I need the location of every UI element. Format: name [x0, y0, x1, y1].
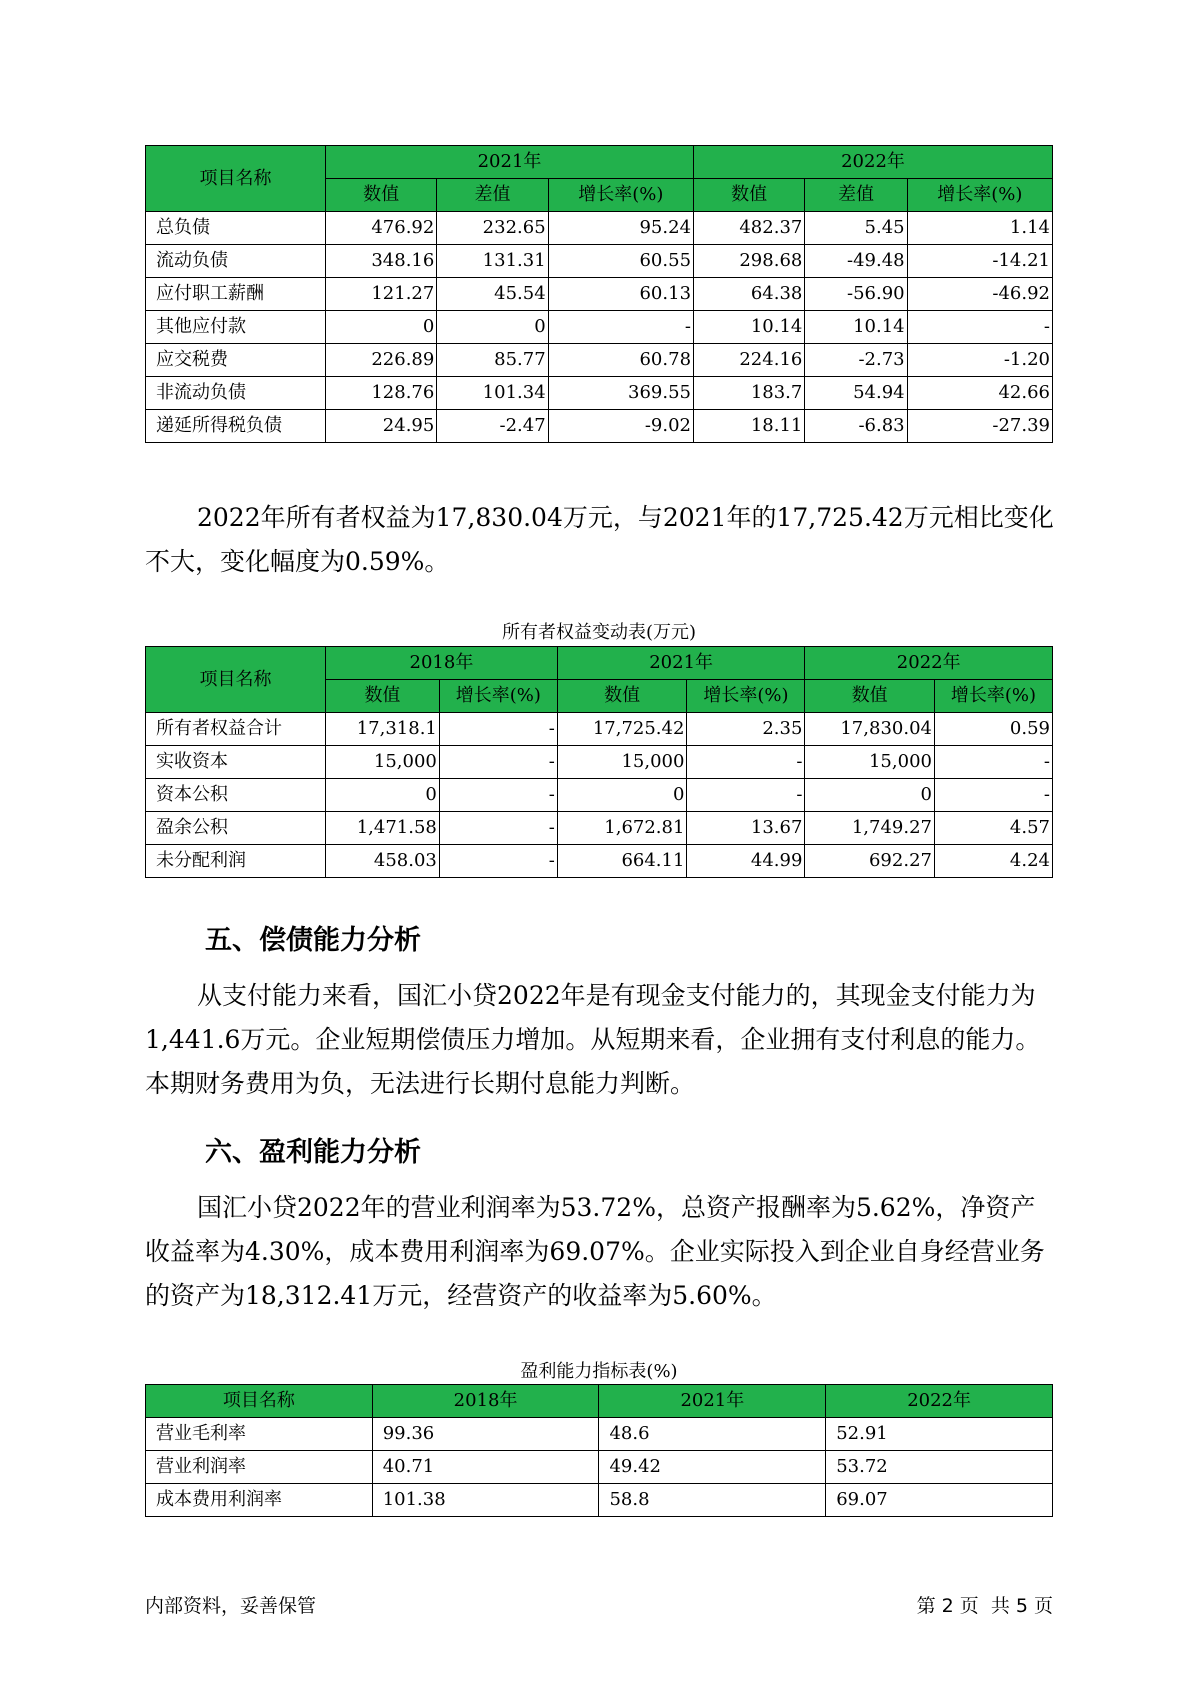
subheader: 增长率(%) — [439, 680, 557, 713]
cell: 15,000 — [805, 746, 935, 779]
table-row — [146, 410, 1053, 443]
cell: 60.13 — [548, 278, 693, 311]
cell: 476.92 — [326, 212, 437, 245]
subheader: 数值 — [694, 179, 805, 212]
subheader: 数值 — [326, 179, 437, 212]
cell: 232.65 — [437, 212, 548, 245]
cell: 128.76 — [326, 377, 437, 410]
subheader: 增长率(%) — [907, 179, 1052, 212]
cell: 53.72 — [826, 1451, 1053, 1484]
cell: 0 — [437, 311, 548, 344]
cell: -2.73 — [805, 344, 907, 377]
cell: 121.27 — [326, 278, 437, 311]
subheader: 差值 — [437, 179, 548, 212]
cell: 52.91 — [826, 1418, 1053, 1451]
header-year-2018: 2018年 — [372, 1385, 599, 1418]
row-name: 盈余公积 — [146, 812, 326, 845]
row-name: 递延所得税负债 — [146, 410, 326, 443]
cell: 2.35 — [687, 713, 805, 746]
cell: 369.55 — [548, 377, 693, 410]
table-row — [146, 1418, 1053, 1451]
cell: 64.38 — [694, 278, 805, 311]
header-year-2021: 2021年 — [557, 647, 805, 680]
cell: -27.39 — [907, 410, 1052, 443]
cell: 226.89 — [326, 344, 437, 377]
cell: 45.54 — [437, 278, 548, 311]
header-item-name: 项目名称 — [146, 146, 326, 212]
row-name: 非流动负债 — [146, 377, 326, 410]
paragraph-text: 2022年所有者权益为17,830.04万元，与2021年的17,725.42万元相比变化不大，变化幅度为0.59%。 — [145, 503, 1054, 576]
cell: 15,000 — [326, 746, 440, 779]
section-heading-solvency: 五、偿债能力分析 — [205, 925, 421, 956]
cell: -6.83 — [805, 410, 907, 443]
solvency-paragraph — [145, 974, 1055, 1106]
row-name: 应付职工薪酬 — [146, 278, 326, 311]
row-name: 实收资本 — [146, 746, 326, 779]
paragraph-text: 国汇小贷2022年的营业利润率为53.72%，总资产报酬率为5.62%，净资产收益率为4.30%，成本费用利润率为69.07%。企业实际投入到企业自身经营业务的资产为18,312.41万元，经营资产的收益率为5.60%。 — [145, 1193, 1045, 1310]
equity-change-table — [145, 646, 1053, 878]
cell: 1,672.81 — [557, 812, 687, 845]
table-row — [146, 1451, 1053, 1484]
cell: 131.31 — [437, 245, 548, 278]
cell: - — [934, 746, 1052, 779]
subheader: 增长率(%) — [934, 680, 1052, 713]
header-item-name: 项目名称 — [146, 647, 326, 713]
subheader: 增长率(%) — [548, 179, 693, 212]
cell: 101.38 — [372, 1484, 599, 1517]
cell: 42.66 — [907, 377, 1052, 410]
cell: 95.24 — [548, 212, 693, 245]
row-name: 成本费用利润率 — [146, 1484, 373, 1517]
cell: 101.34 — [437, 377, 548, 410]
cell: 1,471.58 — [326, 812, 440, 845]
cell: 69.07 — [826, 1484, 1053, 1517]
table-row — [146, 812, 1053, 845]
table-row — [146, 278, 1053, 311]
cell: 298.68 — [694, 245, 805, 278]
cell: -9.02 — [548, 410, 693, 443]
profitability-paragraph — [145, 1186, 1055, 1318]
cell: 48.6 — [599, 1418, 826, 1451]
cell: - — [439, 713, 557, 746]
cell: 60.55 — [548, 245, 693, 278]
cell: 692.27 — [805, 845, 935, 878]
row-name: 应交税费 — [146, 344, 326, 377]
cell: - — [687, 779, 805, 812]
subheader: 数值 — [326, 680, 440, 713]
table-row — [146, 845, 1053, 878]
cell: 58.8 — [599, 1484, 826, 1517]
table-row — [146, 1484, 1053, 1517]
table-row — [146, 713, 1053, 746]
cell: - — [548, 311, 693, 344]
cell: 0 — [805, 779, 935, 812]
header-year-2022: 2022年 — [805, 647, 1053, 680]
cell: 10.14 — [694, 311, 805, 344]
paragraph-text: 从支付能力来看，国汇小贷2022年是有现金支付能力的，其现金支付能力为1,441.6万元。企业短期偿债压力增加。从短期来看，企业拥有支付利息的能力。本期财务费用为负，无法进行长期付息能力判断。 — [145, 981, 1041, 1098]
table-row — [146, 212, 1053, 245]
cell: 54.94 — [805, 377, 907, 410]
cell: 24.95 — [326, 410, 437, 443]
cell: 85.77 — [437, 344, 548, 377]
row-name: 所有者权益合计 — [146, 713, 326, 746]
header-year-2021: 2021年 — [326, 146, 694, 179]
cell: 4.57 — [934, 812, 1052, 845]
section-heading-profitability: 六、盈利能力分析 — [205, 1137, 421, 1168]
cell: 458.03 — [326, 845, 440, 878]
cell: 99.36 — [372, 1418, 599, 1451]
header-year-2022: 2022年 — [694, 146, 1053, 179]
row-name: 资本公积 — [146, 779, 326, 812]
subheader: 差值 — [805, 179, 907, 212]
cell: 0 — [326, 311, 437, 344]
header-item-name: 项目名称 — [146, 1385, 373, 1418]
subheader: 增长率(%) — [687, 680, 805, 713]
cell: 224.16 — [694, 344, 805, 377]
cell: 49.42 — [599, 1451, 826, 1484]
cell: - — [907, 311, 1052, 344]
cell: 13.67 — [687, 812, 805, 845]
table-row — [146, 245, 1053, 278]
cell: 183.7 — [694, 377, 805, 410]
cell: 44.99 — [687, 845, 805, 878]
footer-page-number: 第 2 页 共 5 页 — [916, 1595, 1053, 1617]
cell: 17,725.42 — [557, 713, 687, 746]
cell: 40.71 — [372, 1451, 599, 1484]
row-name: 其他应付款 — [146, 311, 326, 344]
subheader: 数值 — [557, 680, 687, 713]
table-row — [146, 377, 1053, 410]
cell: 5.45 — [805, 212, 907, 245]
table-row — [146, 746, 1053, 779]
liabilities-table — [145, 145, 1053, 443]
equity-summary-paragraph — [145, 496, 1055, 584]
cell: -1.20 — [907, 344, 1052, 377]
cell: 1.14 — [907, 212, 1052, 245]
cell: - — [439, 845, 557, 878]
subheader: 数值 — [805, 680, 935, 713]
cell: - — [439, 746, 557, 779]
cell: 18.11 — [694, 410, 805, 443]
cell: 0 — [326, 779, 440, 812]
cell: -2.47 — [437, 410, 548, 443]
cell: 664.11 — [557, 845, 687, 878]
header-year-2022: 2022年 — [826, 1385, 1053, 1418]
cell: 0 — [557, 779, 687, 812]
cell: 482.37 — [694, 212, 805, 245]
cell: 15,000 — [557, 746, 687, 779]
cell: - — [439, 812, 557, 845]
row-name: 营业利润率 — [146, 1451, 373, 1484]
cell: 0.59 — [934, 713, 1052, 746]
footer-confidential-note: 内部资料，妥善保管 — [145, 1595, 317, 1617]
equity-table-caption: 所有者权益变动表(万元) — [501, 622, 697, 643]
row-name: 未分配利润 — [146, 845, 326, 878]
cell: -56.90 — [805, 278, 907, 311]
row-name: 流动负债 — [146, 245, 326, 278]
cell: -14.21 — [907, 245, 1052, 278]
cell: 10.14 — [805, 311, 907, 344]
header-year-2018: 2018年 — [326, 647, 558, 680]
profitability-table-caption: 盈利能力指标表(%) — [520, 1361, 678, 1382]
cell: 1,749.27 — [805, 812, 935, 845]
table-row — [146, 779, 1053, 812]
profitability-table — [145, 1384, 1053, 1517]
cell: 348.16 — [326, 245, 437, 278]
row-name: 总负债 — [146, 212, 326, 245]
cell: 60.78 — [548, 344, 693, 377]
cell: 17,318.1 — [326, 713, 440, 746]
cell: 4.24 — [934, 845, 1052, 878]
table-row — [146, 311, 1053, 344]
cell: - — [934, 779, 1052, 812]
cell: -49.48 — [805, 245, 907, 278]
header-year-2021: 2021年 — [599, 1385, 826, 1418]
cell: -46.92 — [907, 278, 1052, 311]
cell: - — [687, 746, 805, 779]
cell: - — [439, 779, 557, 812]
cell: 17,830.04 — [805, 713, 935, 746]
row-name: 营业毛利率 — [146, 1418, 373, 1451]
table-row — [146, 344, 1053, 377]
